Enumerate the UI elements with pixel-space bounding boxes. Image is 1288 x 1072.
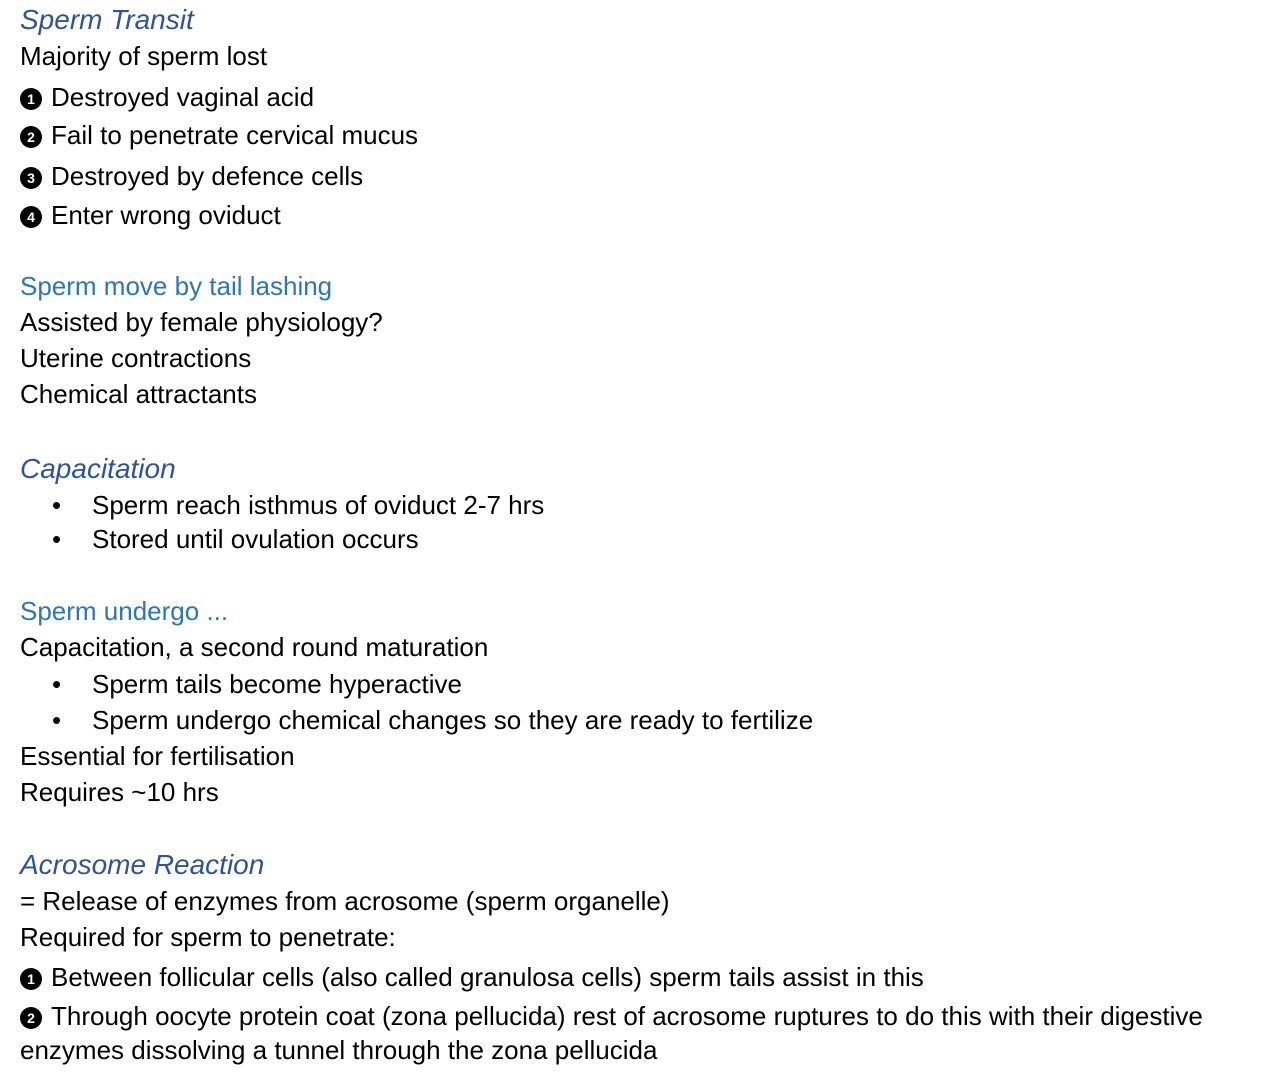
bullet-text: Stored until ovulation occurs [92, 524, 419, 554]
heading-sperm-movement: Sperm move by tail lashing [20, 271, 333, 301]
acrosome-item-1 [20, 960, 924, 994]
bullet-glyph: • [52, 490, 62, 520]
bullet-text: Sperm tails become hyperactive [92, 669, 462, 699]
number-badge: 3 [20, 167, 42, 189]
number-badge: 2 [20, 126, 42, 148]
transit-item-2 [20, 118, 418, 152]
acrosome-item-text: Between follicular cells (also called granulosa cells) sperm tails assist in this [51, 962, 924, 992]
movement-line: Uterine contractions [20, 343, 252, 373]
undergo-line: Requires ~10 hrs [20, 777, 219, 807]
number-badge: 1 [20, 968, 42, 990]
number-badge: 4 [20, 206, 42, 228]
heading-acrosome-reaction: Acrosome Reaction [20, 849, 265, 880]
bullet-text: Sperm reach isthmus of oviduct 2-7 hrs [92, 490, 545, 520]
bullet-glyph: • [52, 669, 62, 699]
heading-capacitation: Capacitation [20, 453, 176, 484]
transit-item-3 [20, 159, 363, 193]
acrosome-item-text: Through oocyte protein coat (zona pellucida) rest of acrosome ruptures to do this with their digestive enzymes dissolving a tunnel through the zona pellucida [20, 1001, 1203, 1065]
transit-item-1 [20, 80, 314, 114]
transit-item-text: Enter wrong oviduct [51, 200, 281, 230]
undergo-line: Essential for fertilisation [20, 741, 295, 771]
transit-item-text: Destroyed vaginal acid [51, 82, 315, 112]
number-badge: 2 [20, 1007, 42, 1029]
transit-item-text: Fail to penetrate cervical mucus [51, 120, 419, 150]
acrosome-line: Required for sperm to penetrate: [20, 922, 396, 952]
movement-line: Chemical attractants [20, 379, 257, 409]
acrosome-line: = Release of enzymes from acrosome (sperm organelle) [20, 886, 670, 916]
bullet-glyph: • [52, 524, 62, 554]
movement-line: Assisted by female physiology? [20, 307, 383, 337]
acrosome-item-2 [20, 999, 1270, 1067]
transit-item-4 [20, 198, 281, 232]
transit-intro: Majority of sperm lost [20, 41, 268, 71]
bullet-text: Sperm undergo chemical changes so they are ready to fertilize [92, 705, 814, 735]
bullet-glyph: • [52, 705, 62, 735]
undergo-intro: Capacitation, a second round maturation [20, 632, 489, 662]
heading-sperm-transit: Sperm Transit [20, 4, 194, 35]
number-badge: 1 [20, 88, 42, 110]
heading-sperm-undergo: Sperm undergo ... [20, 596, 229, 626]
transit-item-text: Destroyed by defence cells [51, 161, 364, 191]
